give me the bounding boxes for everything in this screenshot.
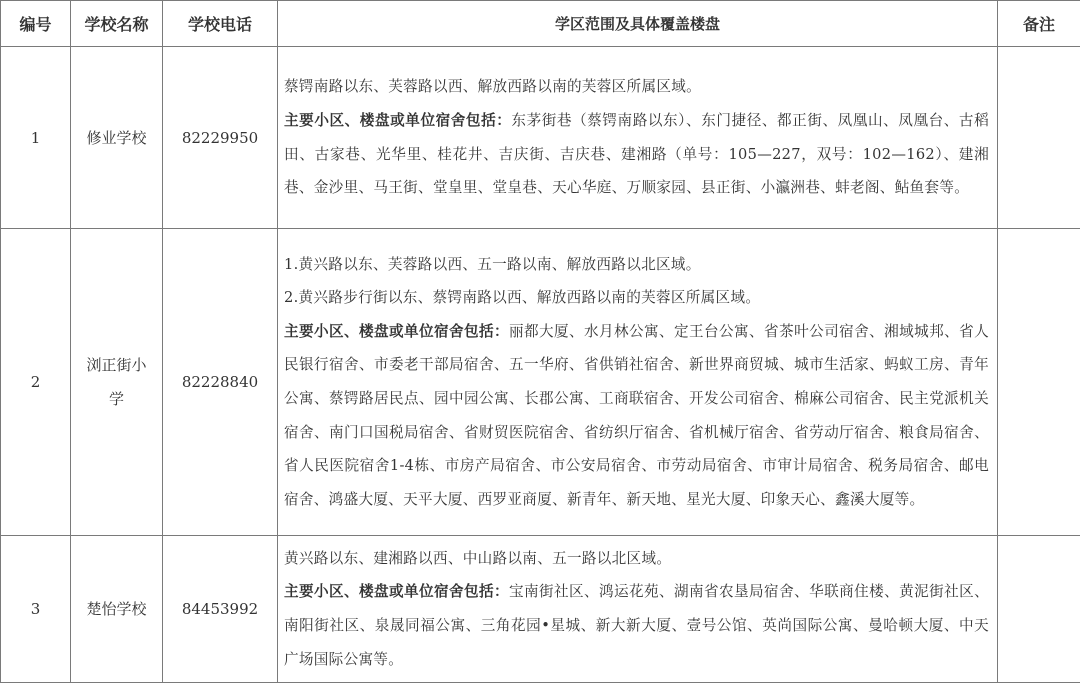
district-range: [278, 536, 998, 683]
school-name: 楚怡学校: [71, 536, 163, 683]
row-notes: [998, 47, 1080, 229]
table-row: [1, 229, 1080, 536]
range-line: 1.黄兴路以东、芙蓉路以西、五一路以南、解放西路以北区域。: [284, 248, 989, 282]
header-number: 编号: [1, 1, 71, 47]
school-phone: 82228840: [163, 229, 278, 536]
header-range: 学区范围及具体覆盖楼盘: [278, 1, 998, 47]
district-range: [278, 47, 998, 229]
header-notes: 备注: [998, 1, 1080, 47]
range-line: 2.黄兴路步行街以东、蔡锷南路以西、解放西路以南的芙蓉区所属区域。: [284, 281, 989, 315]
header-school-name: 学校名称: [71, 1, 163, 47]
school-phone: 84453992: [163, 536, 278, 683]
school-name: 修业学校: [71, 47, 163, 229]
header-phone: 学校电话: [163, 1, 278, 47]
estates-label: 主要小区、楼盘或单位宿舍包括：: [284, 323, 509, 340]
row-number: 1: [1, 47, 71, 229]
row-notes: [998, 536, 1080, 683]
estates-list: [284, 104, 989, 205]
range-line: 黄兴路以东、建湘路以西、中山路以南、五一路以北区域。: [284, 542, 989, 576]
table-row: [1, 536, 1080, 683]
district-range: [278, 229, 998, 536]
row-number: 2: [1, 229, 71, 536]
school-phone: 82229950: [163, 47, 278, 229]
table-row: [1, 47, 1080, 229]
estates-list: [284, 575, 989, 676]
estates-list: [284, 315, 989, 517]
estates-label: 主要小区、楼盘或单位宿舍包括：: [284, 112, 511, 129]
estates-label: 主要小区、楼盘或单位宿舍包括：: [284, 583, 509, 600]
estates-text: 丽都大厦、水月林公寓、定王台公寓、省茶叶公司宿舍、湘域城邦、省人民银行宿舍、市委老干部局宿舍、五一华府、省供销社宿舍、新世界商贸城、城市生活家、蚂蚁工房、青年公寓、蔡锷路居民点、园中园公寓、长郡公寓、工商联宿舍、开发公司宿舍、棉麻公司宿舍、民主党派机关宿舍、南门口国税局宿舍、省财贸医院宿舍、省纺织厅宿舍、省机械厅宿舍、省劳动厅宿舍、粮食局宿舍、省人民医院宿舍1-4栋、市房产局宿舍、市公安局宿舍、市劳动局宿舍、市审计局宿舍、税务局宿舍、邮电宿舍、鸿盛大厦、天平大厦、西罗亚商厦、新青年、新天地、星光大厦、印象天心、鑫溪大厦等。: [284, 323, 989, 508]
row-number: 3: [1, 536, 71, 683]
header-row: [1, 1, 1080, 47]
estates-text: 宝南街社区、鸿运花苑、湖南省农垦局宿舍、华联商住楼、黄泥街社区、南阳街社区、泉晟同福公寓、三角花园•星城、新大新大厦、壹号公馆、英尚国际公寓、曼哈顿大厦、中天广场国际公寓等。: [284, 583, 989, 667]
estates-text: 东茅街巷（蔡锷南路以东）、东门捷径、都正街、凤凰山、凤凰台、古稻田、古家巷、光华里、桂花井、吉庆街、吉庆巷、建湘路（单号：105—227，双号：102—162）、建湘巷、金沙里、马王街、堂皇里、堂皇巷、天心华庭、万顺家园、县正街、小瀛洲巷、蚌老阁、鲇鱼套等。: [284, 112, 989, 196]
school-name: 浏正街小学: [71, 229, 163, 536]
range-line: 蔡锷南路以东、芙蓉路以西、解放西路以南的芙蓉区所属区域。: [284, 70, 989, 104]
row-notes: [998, 229, 1080, 536]
